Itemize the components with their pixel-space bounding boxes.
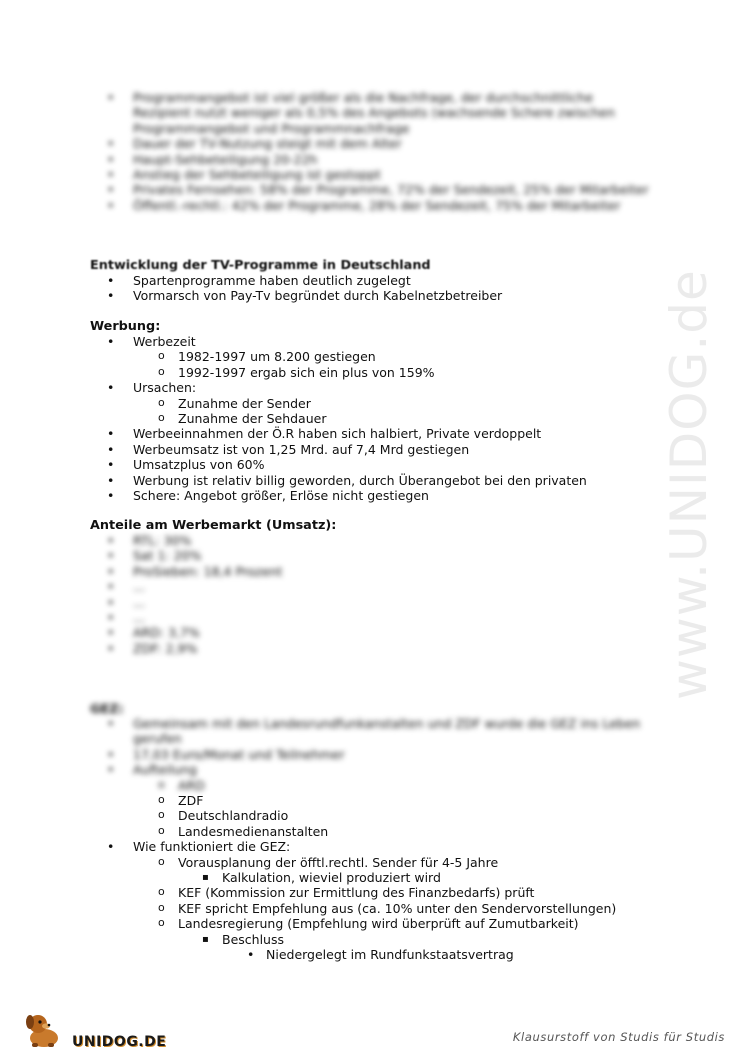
list-item: o ARD <box>90 778 650 793</box>
list-item: o Deutschlandradio <box>90 808 710 823</box>
heading-anteile: Anteile am Werbemarkt (Umsatz): <box>90 518 337 533</box>
list-item: • ProSieben: 18,4 Prozent <box>90 564 490 579</box>
list-item: o ZDF <box>90 793 710 808</box>
list-item: o KEF spricht Empfehlung aus (ca. 10% unter den Sendervorstellungen) <box>90 901 710 916</box>
list-item: • ... <box>90 610 490 625</box>
unidog-logo[interactable] <box>20 1010 167 1050</box>
footer-slogan: Klausurstoff von Studis für Studis <box>512 1030 725 1044</box>
list-item: • Spartenprogramme haben deutlich zugelegt <box>90 273 690 288</box>
list-item: • Werbezeit <box>90 334 710 349</box>
list-item: • ... <box>90 595 490 610</box>
list-item: • Gemeinsam mit den Landesrundfunkanstalten und ZDF wurde die GEZ ins Leben gerufen <box>90 716 650 747</box>
heading-entwicklung: Entwicklung der TV-Programme in Deutschland <box>90 258 431 273</box>
entwicklung-list <box>90 273 690 304</box>
list-item: o Zunahme der Sender <box>90 396 710 411</box>
list-item: • 17,03 Euro/Monat und Teilnehmer <box>90 747 650 762</box>
dog-icon <box>20 1010 70 1050</box>
list-item: • Aufteilung <box>90 762 650 777</box>
list-item: o Landesregierung (Empfehlung wird überprüft auf Zumutbarkeit) <box>90 916 710 931</box>
list-item: • Programmangebot ist viel größer als die Nachfrage, der durchschnittliche Rezipient nutzt weniger als 0,5% des Angebots (wachsende Schere zwischen Programmangebot und Programmnachfrage <box>90 90 650 136</box>
logo-text: UNIDOG.DE <box>72 1034 167 1050</box>
list-item: • Anstieg der Sehbeteiligung ist gestoppt <box>90 167 650 182</box>
list-item: • Wie funktioniert die GEZ: <box>90 839 710 854</box>
anteile-list <box>90 533 490 656</box>
watermark: www.UNIDOG.de <box>660 269 718 700</box>
werbung-list <box>90 334 710 503</box>
list-item: ▪ Kalkulation, wieviel produziert wird <box>90 870 710 885</box>
list-item: • Haupt-Sehbeteiligung 20-22h <box>90 152 650 167</box>
heading-werbung: Werbung: <box>90 319 161 334</box>
list-item: • Öffentl.-rechtl.: 42% der Programme, 28% der Sendezeit, 75% der Mitarbeiter <box>90 198 650 213</box>
list-item: o 1992-1997 ergab sich ein plus von 159% <box>90 365 710 380</box>
list-item: • Werbeeinnahmen der Ö.R haben sich halbiert, Private verdoppelt <box>90 426 710 441</box>
list-item: • Vormarsch von Pay-Tv begründet durch Kabelnetzbetreiber <box>90 288 690 303</box>
list-item: o 1982-1997 um 8.200 gestiegen <box>90 349 710 364</box>
gez-blurred-list <box>90 716 650 793</box>
list-item: ▪ Beschluss <box>90 932 710 947</box>
list-item: • RTL: 30% <box>90 533 490 548</box>
list-item: o Landesmedienanstalten <box>90 824 710 839</box>
list-item: • Werbung ist relativ billig geworden, durch Überangebot bei den privaten <box>90 473 710 488</box>
list-item: o Vorausplanung der öfftl.rechtl. Sender für 4-5 Jahre <box>90 855 710 870</box>
list-item: • ARD: 3,7% <box>90 625 490 640</box>
list-item: o KEF (Kommission zur Ermittlung des Finanzbedarfs) prüft <box>90 885 710 900</box>
list-item: • Ursachen: <box>90 380 710 395</box>
list-item: • ... <box>90 579 490 594</box>
gez-list <box>90 793 710 962</box>
list-item: • Schere: Angebot größer, Erlöse nicht gestiegen <box>90 488 710 503</box>
list-item: o Zunahme der Sehdauer <box>90 411 710 426</box>
list-item: • Sat 1: 20% <box>90 548 490 563</box>
blurred-top-list <box>90 90 650 213</box>
list-item: • Werbeumsatz ist von 1,25 Mrd. auf 7,4 Mrd gestiegen <box>90 442 710 457</box>
list-item: • Niedergelegt im Rundfunkstaatsvertrag <box>90 947 710 962</box>
list-item: • Privates Fernsehen: 58% der Programme, 72% der Sendezeit, 25% der Mitarbeiter <box>90 182 650 197</box>
list-item: • Umsatzplus von 60% <box>90 457 710 472</box>
list-item: • ZDF: 2,9% <box>90 641 490 656</box>
list-item: • Dauer der TV-Nutzung steigt mit dem Alter <box>90 136 650 151</box>
heading-gez: GEZ: <box>90 702 124 717</box>
